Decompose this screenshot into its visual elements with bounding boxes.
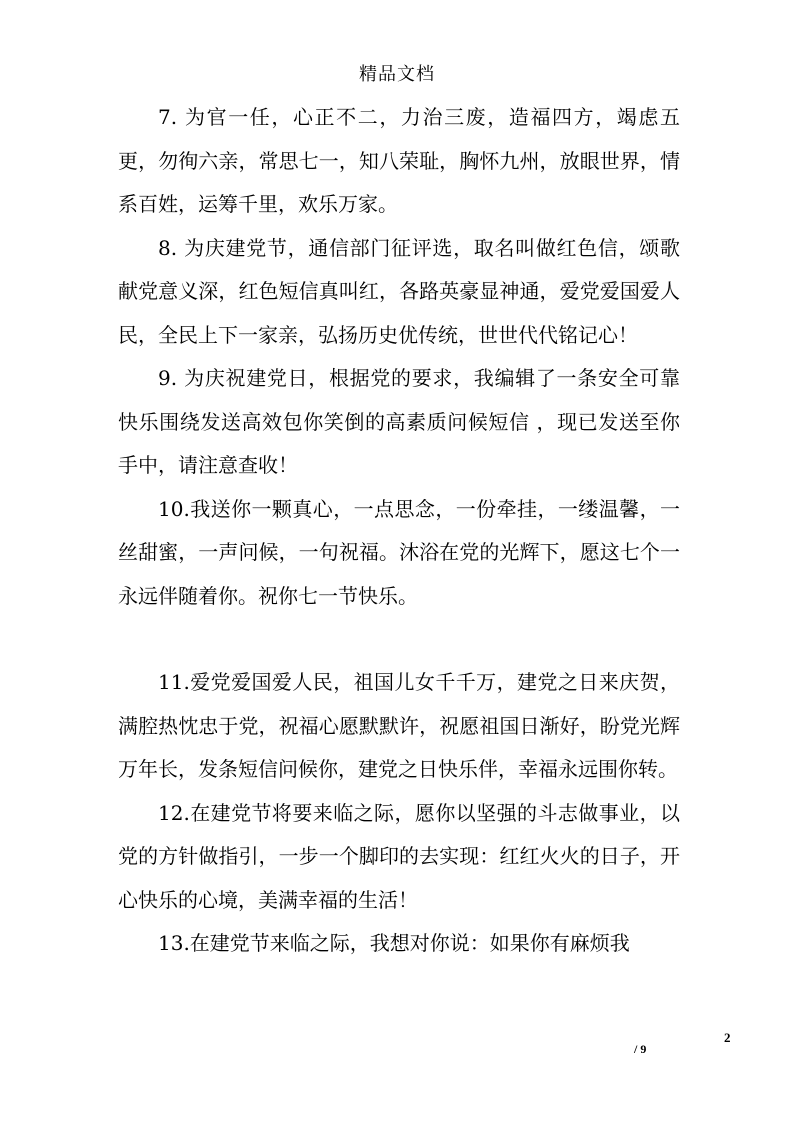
page-number: 2 — [724, 1030, 731, 1045]
paragraph-11: 11.爱党爱国爱人民，祖国儿女千千万，建党之日来庆贺，满腔热忱忠于党，祝福心愿默默许，祝愿祖国日渐好，盼党光辉万年长，发条短信问候你，建党之日快乐伴，幸福永远围你转。 — [118, 670, 680, 781]
document-body — [118, 96, 680, 966]
paragraph-13: 13.在建党节来临之际，我想对你说：如果你有麻烦我 — [158, 931, 630, 955]
page-total: / 9 — [634, 1042, 647, 1056]
paragraph-12: 12.在建党节将要来临之际，愿你以坚强的斗志做事业，以党的方针做指引，一步一个脚印的去实现：红红火火的日子，开心快乐的心境，美满幸福的生活！ — [118, 800, 680, 912]
paragraph-7: 7. 为官一任，心正不二，力治三废，造福四方，竭虑五更，勿徇六亲，常思七一，知八荣耻，胸怀九州，放眼世界，情系百姓，运筹千里，欢乐万家。 — [118, 105, 680, 216]
page-header: 精品文档 — [359, 64, 435, 85]
paragraph-9: 9. 为庆祝建党日，根据党的要求，我编辑了一条安全可靠快乐围绕发送高效包你笑倒的高素质问候短信 ，现已发送至你手中，请注意查收！ — [118, 366, 680, 477]
paragraph-10: 10.我送你一颗真心，一点思念，一份牵挂，一缕温馨，一丝甜蜜，一声问候，一句祝福。沐浴在党的光辉下，愿这七个一永远伴随着你。祝你七一节快乐。 — [118, 496, 680, 608]
paragraph-8: 8. 为庆建党节，通信部门征评选，取名叫做红色信，颂歌献党意义深，红色短信真叫红，各路英豪显神通，爱党爱国爱人民，全民上下一家亲，弘扬历史优传统，世世代代铭记心！ — [118, 235, 680, 347]
